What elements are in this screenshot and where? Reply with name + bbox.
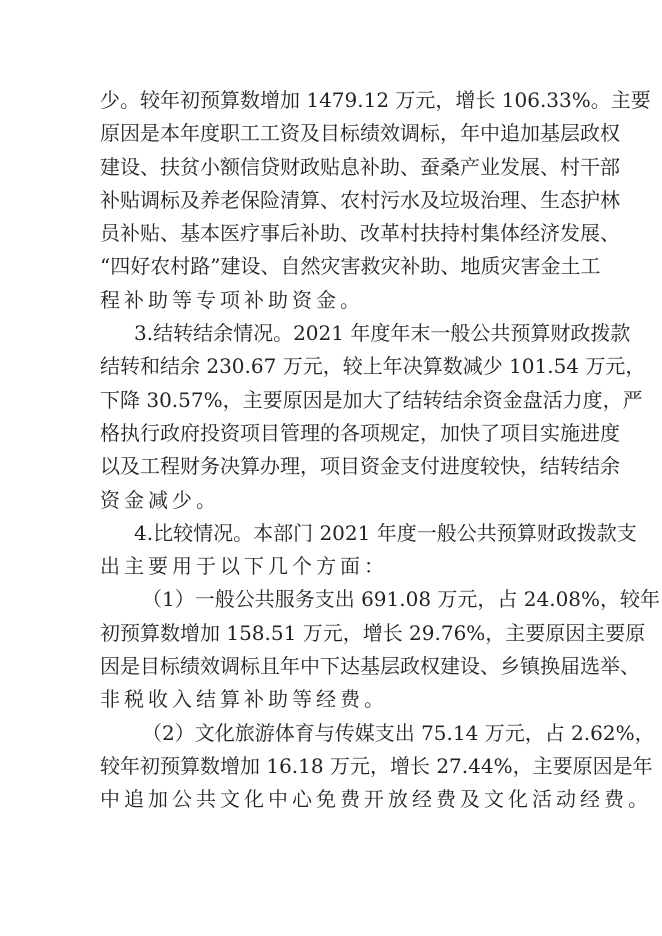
paragraph-general-public-services [100, 583, 661, 716]
text-line: 格执行政府投资项目管理的各项规定，加快了项目实施进度 [100, 420, 620, 445]
text-line: 以及工程财务决算办理，项目资金支付进度较快，结转结余 [100, 454, 620, 479]
text-line: 补贴调标及养老保险清算、农村污水及垃圾治理、生态护林 [100, 187, 620, 212]
text-line: 原因是本年度职工工资及目标绩效调标，年中追加基层政权 [100, 121, 620, 146]
text-line: 非税收入结算补助等经费。 [100, 687, 388, 712]
text-line: 资金减少。 [100, 487, 220, 512]
text-line: 少。较年初预算数增加 1479.12 万元，增长 106.33%。主要 [100, 88, 651, 112]
text-line: 初预算数增加 158.51 万元，增长 29.76%，主要原因主要原 [100, 620, 646, 645]
text-line: （2）文化旅游体育与传媒支出 75.14 万元，占 2.62%， [142, 720, 655, 745]
text-line: 下降 30.57%，主要原因是加大了结转结余资金盘活力度，严 [100, 387, 643, 412]
text-line: 建设、扶贫小额信贷财政贴息补助、蚕桑产业发展、村干部 [100, 154, 620, 179]
text-line: 中追加公共文化中心免费开放经费及文化活动经费。 [100, 787, 652, 812]
text-line: 员补贴、基本医疗事后补助、改革村扶持村集体经济发展、 [100, 221, 620, 246]
text-line: （1）一般公共服务支出 691.08 万元，占 24.08%，较年 [142, 587, 661, 612]
text-line: 3.结转结余情况。2021 年度年末一般公共预算财政拨款 [134, 321, 631, 346]
paragraph-budget-increase-reasons [100, 84, 651, 317]
text-line: 较年初预算数增加 16.18 万元，增长 27.44%，主要原因是年 [100, 753, 653, 778]
text-line: 出主要用于以下几个方面： [100, 554, 388, 579]
text-line: 程补助等专项补助资金。 [100, 287, 364, 312]
text-line: 4.比较情况。本部门 2021 年度一般公共预算财政拨款支 [134, 520, 637, 545]
text-line: 结转和结余 230.67 万元，较上年决算数减少 101.54 万元， [100, 354, 646, 379]
text-line: 因是目标绩效调标且年中下达基层政权建设、乡镇换届选举、 [100, 654, 640, 679]
document-page [100, 84, 661, 817]
paragraph-carryover-balance [100, 317, 646, 517]
text-line: “四好农村路”建设、自然灾害救灾补助、地质灾害金土工 [100, 254, 601, 279]
paragraph-culture-tourism-sports-media [100, 717, 655, 817]
paragraph-comparison [100, 517, 637, 584]
